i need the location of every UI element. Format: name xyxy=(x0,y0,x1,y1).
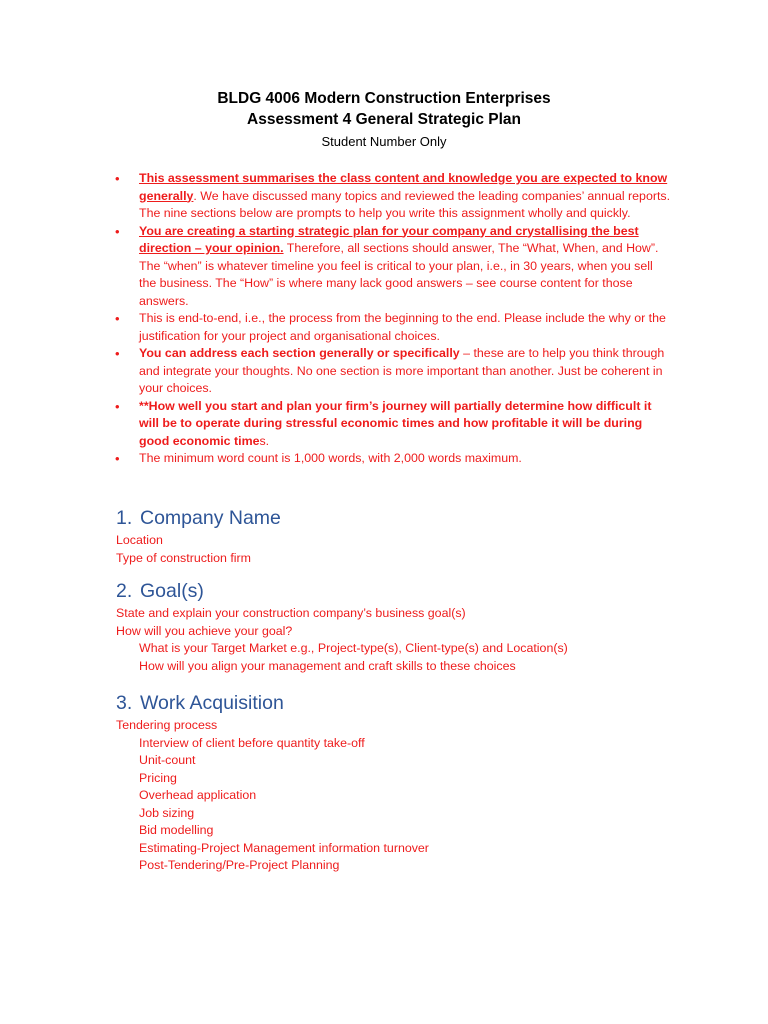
bullet-text: – these are to help you think through and integrate your thoughts. No one section is more important than another. Just be coherent in your choices. xyxy=(139,346,665,395)
section-number: 1. xyxy=(116,507,133,529)
section-goals xyxy=(116,578,676,675)
section-work-acquisition xyxy=(116,690,676,875)
course-title: BLDG 4006 Modern Construction Enterprises xyxy=(217,90,551,107)
section-subline: Job sizing xyxy=(139,805,195,820)
bullet-text: Therefore, all sections should answer, The “What, When, and How”. The “when” is whatever timeline you feel is critical to your plan, i.e., in 30 years, when you sell the business. The “How” is where many lack good answers – see course content for those answers. xyxy=(139,241,659,308)
section-subline: Post-Tendering/Pre-Project Planning xyxy=(139,858,340,872)
bullet-icon: • xyxy=(115,346,120,361)
bullet-emphasis: You are creating a starting strategic plan for your company and crystallising the best direction – your opinion. xyxy=(139,223,639,255)
section-number: 3. xyxy=(116,692,133,714)
section-line: Tendering process xyxy=(116,718,218,732)
bullet-icon: • xyxy=(115,451,120,466)
section-subline: Interview of client before quantity take-off xyxy=(139,735,365,750)
instruction-bullet xyxy=(112,450,672,468)
section-heading xyxy=(116,578,676,604)
bullet-icon: • xyxy=(115,171,120,186)
bullet-emphasis: You can address each section generally or specifically xyxy=(139,346,460,360)
section-number: 2. xyxy=(116,580,133,602)
section-title: Company Name xyxy=(140,507,281,529)
bullet-icon: • xyxy=(115,311,120,326)
instruction-bullet xyxy=(112,223,672,311)
instruction-bullet xyxy=(112,398,672,451)
section-subline: Estimating-Project Management information turnover xyxy=(139,840,429,855)
instruction-bullet xyxy=(112,310,672,345)
section-company-name xyxy=(116,505,676,567)
section-line: State and explain your construction company’s business goal(s) xyxy=(116,606,466,620)
bullet-text: The minimum word count is 1,000 words, with 2,000 words maximum. xyxy=(139,451,522,465)
student-number-label: Student Number Only xyxy=(321,134,447,149)
section-subline: What is your Target Market e.g., Project-type(s), Client-type(s) and Location(s) xyxy=(139,641,568,655)
section-subline: Pricing xyxy=(139,770,177,785)
bullet-icon: • xyxy=(115,398,120,414)
instruction-bullet xyxy=(112,345,672,398)
section-line: How will you achieve your goal? xyxy=(116,623,293,638)
bullet-text: s. xyxy=(259,433,270,448)
bullet-emphasis: This assessment summarises the class content and knowledge you are expected to know generally xyxy=(139,171,668,203)
instruction-bullet xyxy=(112,170,672,223)
section-heading xyxy=(116,690,676,716)
bullet-icon: • xyxy=(115,223,120,239)
instructions-list xyxy=(112,170,672,468)
bullet-text: This is end-to-end, i.e., the process from the beginning to the end. Please include the why or the justification for your project and organisational choices. xyxy=(139,311,666,343)
section-line: Type of construction firm xyxy=(116,550,251,565)
assessment-title: Assessment 4 General Strategic Plan xyxy=(247,111,521,128)
section-title: Goal(s) xyxy=(140,580,204,602)
section-subline: How will you align your management and craft skills to these choices xyxy=(139,658,516,673)
bullet-text: . We have discussed many topics and reviewed the leading companies’ annual reports. The nine sections below are prompts to help you write this assignment wholly and quickly. xyxy=(139,188,671,220)
section-subline: Bid modelling xyxy=(139,823,214,837)
section-subline: Overhead application xyxy=(139,788,257,802)
section-title: Work Acquisition xyxy=(140,692,284,714)
section-line: Location xyxy=(116,533,163,547)
bullet-emphasis: **How well you start and plan your firm’s journey will partially determine how difficult it will be to operate during stressful economic times and how profitable it will be during good economic time xyxy=(139,398,652,448)
section-subline: Unit-count xyxy=(139,753,196,767)
section-heading xyxy=(116,505,676,531)
document-header xyxy=(0,88,768,151)
